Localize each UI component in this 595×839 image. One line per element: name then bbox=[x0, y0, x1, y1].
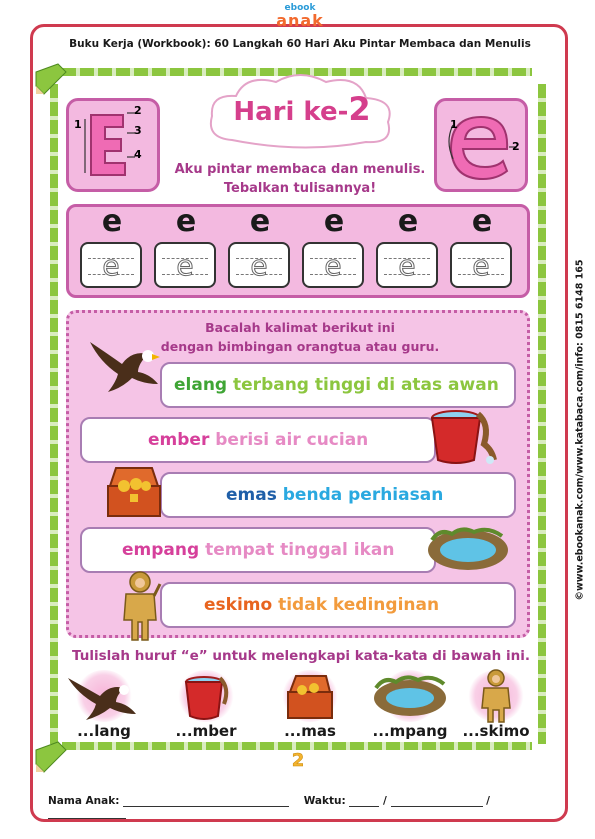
trace-guide-letter: e bbox=[472, 249, 490, 282]
treasure-chest-icon bbox=[270, 668, 350, 724]
pencil-icon bbox=[34, 62, 62, 90]
sentence-keyword: empang bbox=[122, 540, 200, 560]
time-label: Waktu: bbox=[303, 795, 346, 807]
time-field-2[interactable] bbox=[391, 796, 483, 807]
trace-guide-letter: e bbox=[398, 249, 416, 282]
pond-icon bbox=[426, 524, 510, 574]
sentence-rest: terbang tinggi di atas awan bbox=[227, 375, 499, 395]
sentence-keyword: emas bbox=[226, 485, 277, 505]
bottom-stripe bbox=[62, 742, 532, 750]
bucket-icon bbox=[426, 404, 498, 468]
pond-icon bbox=[370, 668, 450, 724]
model-letter: e bbox=[249, 204, 271, 239]
trace-box[interactable] bbox=[302, 242, 364, 288]
trace-guide-letter: e bbox=[324, 249, 342, 282]
model-letter: e bbox=[471, 204, 493, 239]
sentence-elang bbox=[160, 362, 516, 408]
instruction-trace-line1: Aku pintar membaca dan menulis. bbox=[174, 162, 426, 177]
time-separator: / bbox=[486, 795, 491, 807]
sentence-empang bbox=[80, 527, 436, 573]
trace-box[interactable] bbox=[228, 242, 290, 288]
left-stripe bbox=[50, 84, 58, 744]
lower-stroke-1: 1 bbox=[450, 118, 458, 131]
treasure-chest-icon bbox=[102, 464, 166, 522]
fill-word[interactable]: ...mber bbox=[175, 722, 237, 740]
sentence-keyword: elang bbox=[174, 375, 228, 395]
model-letter: e bbox=[397, 204, 419, 239]
footer bbox=[48, 795, 558, 819]
model-letter: e bbox=[323, 204, 345, 239]
day-number: 2 bbox=[348, 90, 371, 128]
trace-guide-letter: e bbox=[250, 249, 268, 282]
model-letter: e bbox=[101, 204, 123, 239]
eagle-icon bbox=[64, 668, 144, 724]
instruction-trace-line2: Tebalkan tulisannya! bbox=[223, 181, 377, 196]
trace-box[interactable] bbox=[154, 242, 216, 288]
upper-stroke-4: 4 bbox=[134, 148, 142, 161]
trace-box[interactable] bbox=[450, 242, 512, 288]
trace-box[interactable] bbox=[376, 242, 438, 288]
model-letter: e bbox=[175, 204, 197, 239]
page-number: 2 bbox=[291, 750, 305, 771]
trace-box[interactable] bbox=[80, 242, 142, 288]
upper-stroke-2: 2 bbox=[134, 104, 142, 117]
time-separator: / bbox=[383, 795, 387, 807]
instruction-read-line2: dengan bimbingan orangtua atau guru. bbox=[160, 339, 440, 354]
side-credit bbox=[568, 240, 592, 620]
sentence-rest: benda perhiasan bbox=[276, 485, 444, 505]
ebookanak-logo bbox=[270, 4, 330, 32]
fill-word[interactable]: ...skimo bbox=[462, 722, 530, 740]
sentence-emas bbox=[160, 472, 516, 518]
time-field-3[interactable] bbox=[48, 808, 126, 819]
uppercase-letter-guide bbox=[66, 98, 160, 192]
sentence-keyword: ember bbox=[148, 430, 210, 450]
instruction-read bbox=[120, 318, 480, 356]
name-label: Nama Anak: bbox=[48, 795, 120, 807]
fill-word[interactable]: ...mpang bbox=[372, 722, 448, 740]
name-field[interactable] bbox=[123, 796, 289, 807]
upper-stroke-3: 3 bbox=[134, 124, 142, 137]
sentence-rest: tempat tinggal ikan bbox=[199, 540, 395, 560]
instruction-read-line1: Bacalah kalimat berikut ini bbox=[205, 320, 395, 335]
trace-guide-letter: e bbox=[102, 249, 120, 282]
sentence-keyword: eskimo bbox=[204, 595, 273, 615]
logo-line2: anak bbox=[276, 11, 324, 30]
sentence-eskimo bbox=[160, 582, 516, 628]
side-credit-text: ©www.ebookanak.com/www.katabaca.com/info: 0815 6148 165 bbox=[574, 259, 586, 601]
lower-stroke-2: 2 bbox=[512, 140, 520, 153]
day-prefix: Hari ke- bbox=[233, 97, 349, 127]
eskimo-icon bbox=[456, 668, 536, 724]
sentence-rest: berisi air cucian bbox=[209, 430, 369, 450]
eagle-icon bbox=[88, 334, 162, 398]
instruction-trace bbox=[160, 160, 440, 198]
sentence-ember bbox=[80, 417, 436, 463]
fill-word[interactable]: ...mas bbox=[284, 722, 336, 740]
pencil-icon bbox=[34, 740, 62, 768]
workbook-title: Buku Kerja (Workbook): 60 Langkah 60 Hari Aku Pintar Membaca dan Menulis bbox=[69, 38, 531, 50]
right-stripe bbox=[538, 84, 546, 744]
eskimo-icon bbox=[118, 570, 162, 642]
fill-word[interactable]: ...lang bbox=[77, 722, 131, 740]
bucket-icon bbox=[166, 668, 246, 724]
upper-stroke-1: 1 bbox=[74, 118, 82, 131]
instruction-fill: Tulislah huruf “e” untuk melengkapi kata-kata di bawah ini. bbox=[72, 648, 530, 664]
logo-line1: ebook bbox=[284, 3, 316, 13]
sentence-rest: tidak kedinginan bbox=[272, 595, 440, 615]
day-label bbox=[222, 90, 382, 130]
trace-guide-letter: e bbox=[176, 249, 194, 282]
time-field-1[interactable] bbox=[349, 796, 379, 807]
